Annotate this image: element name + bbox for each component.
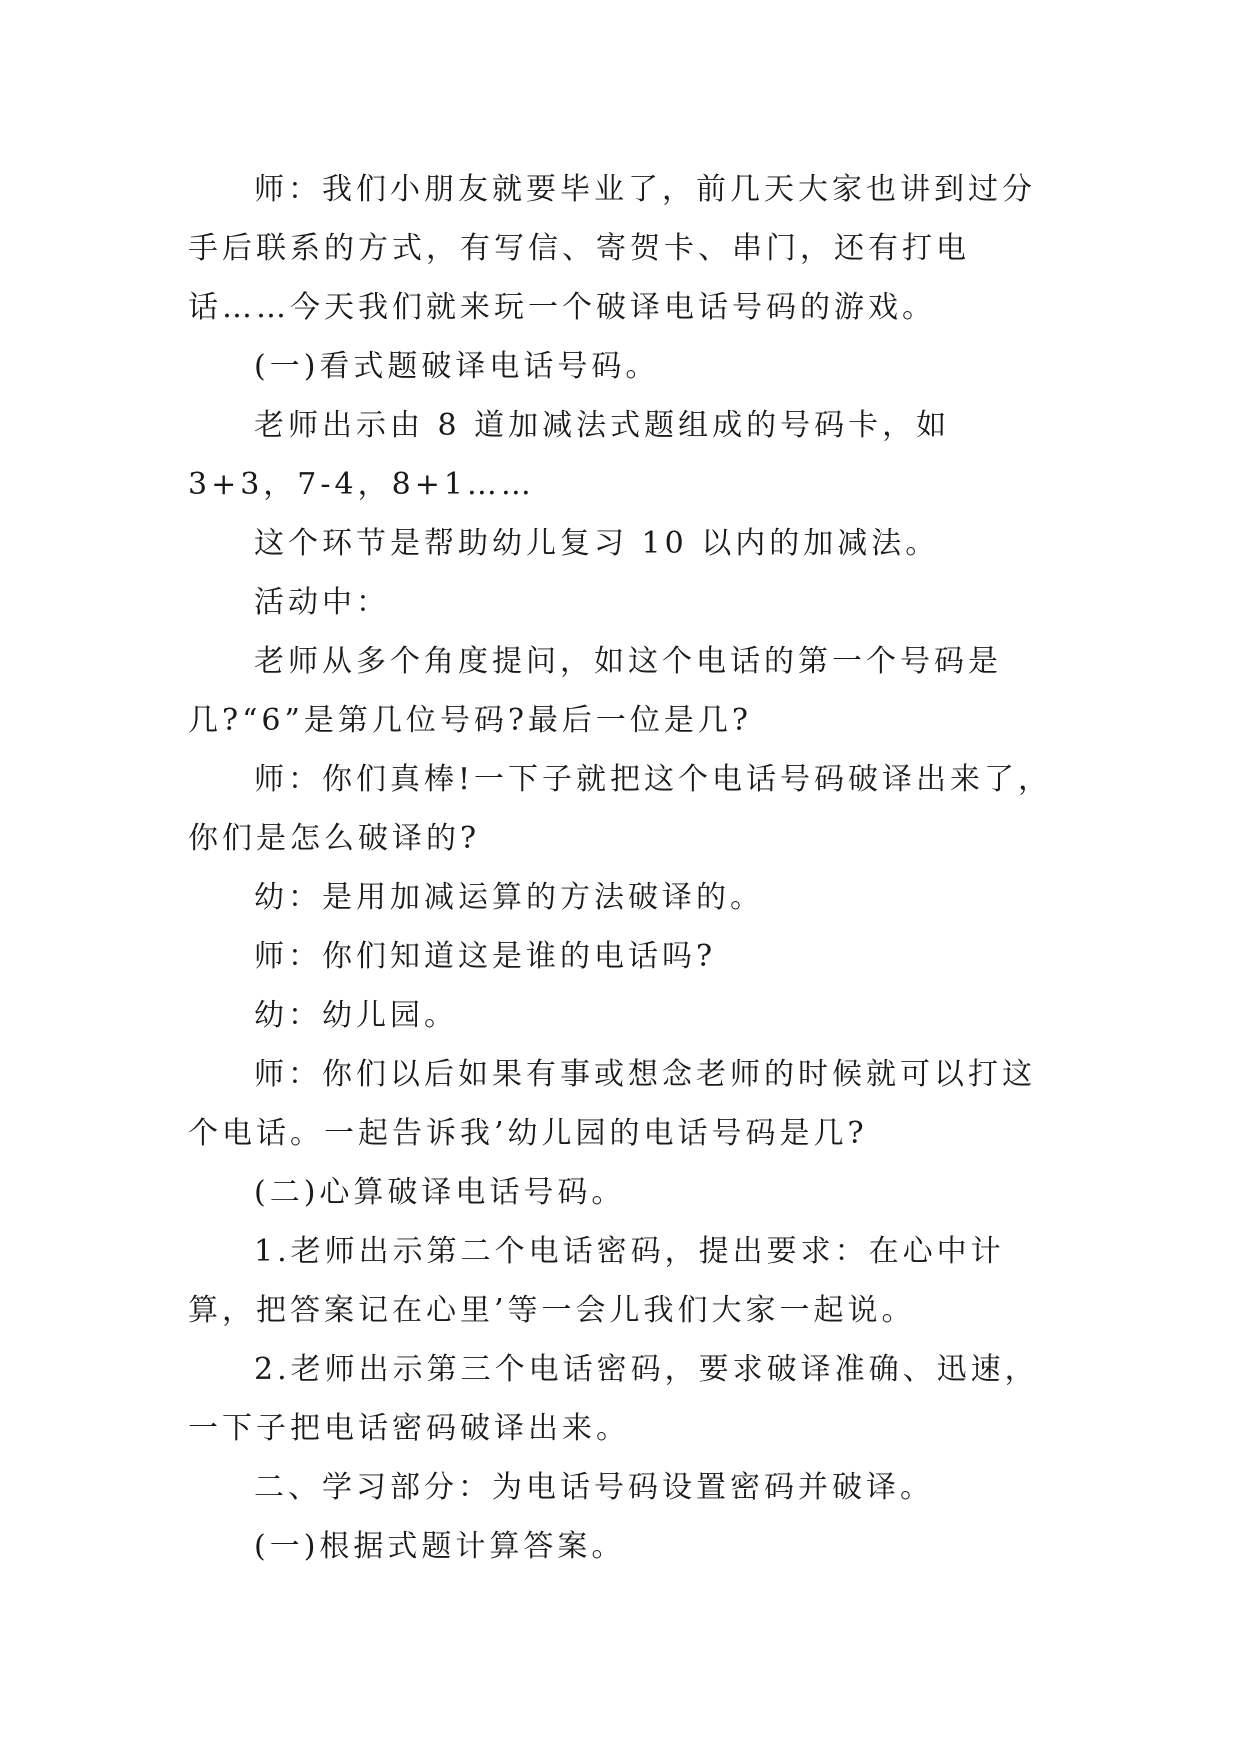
paragraph: 幼：幼儿园。 (254, 998, 458, 1033)
paragraph: 师：我们小朋友就要毕业了，前几天大家也讲到过分手后联系的方式，有写信、寄贺卡、串门，还有打电话……今天我们就来玩一个破译电话号码的游戏。 (188, 172, 1036, 325)
document-body (188, 160, 1058, 1576)
paragraph: 这个环节是帮助幼儿复习 10 以内的加减法。 (254, 526, 940, 561)
paragraph: 师：你们真棒!一下子就把这个电话号码破译出来了，你们是怎么破译的? (188, 762, 1053, 856)
paragraph: 2.老师出示第三个电话密码，要求破译准确、迅速，一下子把电话密码破译出来。 (188, 1352, 1039, 1446)
paragraph: 1.老师出示第二个电话密码，提出要求：在心中计算，把答案记在心里’等一会儿我们大家一起说。 (188, 1234, 1005, 1328)
paragraph: 师：你们以后如果有事或想念老师的时候就可以打这个电话。一起告诉我’幼儿园的电话号码是几? (188, 1057, 1036, 1151)
paragraph: 活动中： (254, 585, 390, 620)
paragraph: (二)心算破译电话号码。 (254, 1175, 626, 1210)
paragraph: (一)根据式题计算答案。 (254, 1529, 626, 1564)
paragraph: 老师从多个角度提问，如这个电话的第一个号码是几?“6”是第几位号码?最后一位是几? (188, 644, 1002, 738)
paragraph: 师：你们知道这是谁的电话吗? (254, 939, 717, 974)
paragraph: (一)看式题破译电话号码。 (254, 349, 660, 384)
paragraph: 幼：是用加减运算的方法破译的。 (254, 880, 764, 915)
paragraph: 二、学习部分：为电话号码设置密码并破译。 (254, 1470, 934, 1505)
paragraph: 老师出示由 8 道加减法式题组成的号码卡，如 3+3，7-4，8+1…… (188, 408, 951, 502)
